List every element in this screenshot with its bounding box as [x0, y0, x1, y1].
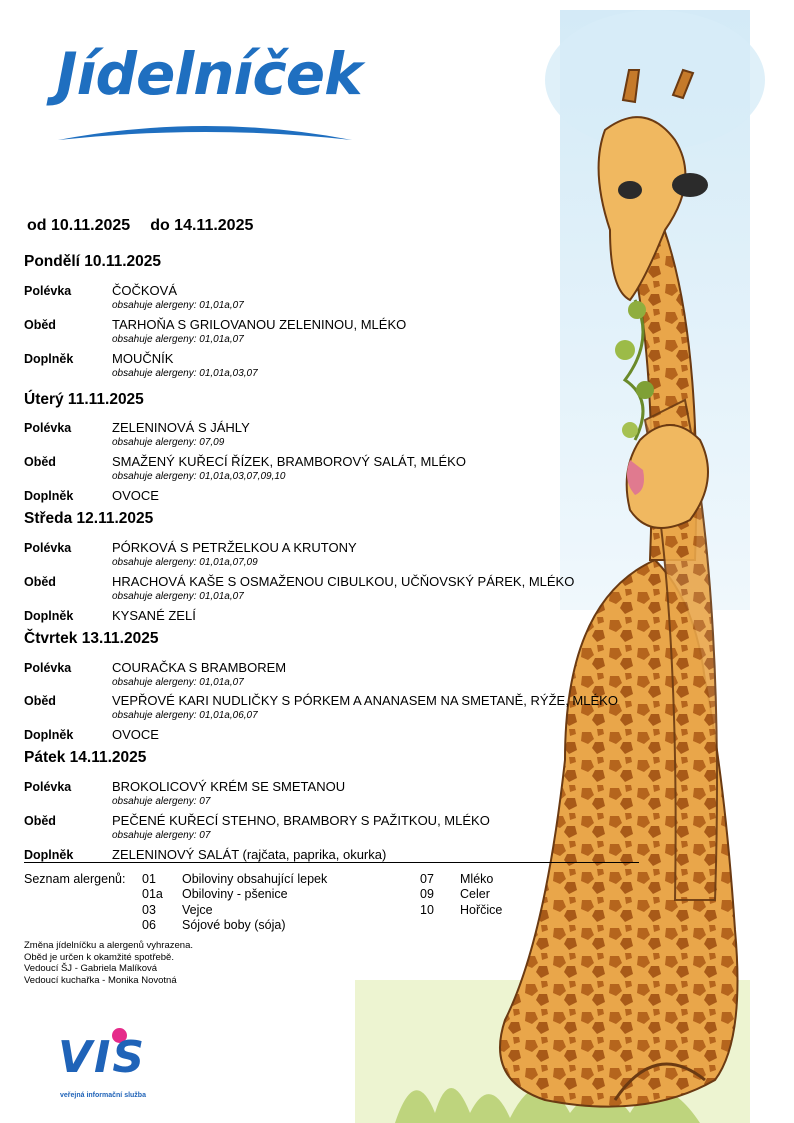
- meal-label: Doplněk: [24, 489, 74, 503]
- meal-label: Oběd: [24, 455, 56, 469]
- meal-allergens: obsahuje alergeny: 01,01a,06,07: [112, 710, 258, 721]
- allergen-item: [142, 918, 286, 932]
- meal-allergens: obsahuje alergeny: 01,01a,03,07,09,10: [112, 471, 286, 482]
- date-range: [27, 217, 253, 235]
- note-line: Změna jídelníčku a alergenů vyhrazena.: [24, 940, 193, 951]
- allergen-item: [420, 872, 493, 886]
- meal-label: Polévka: [24, 541, 72, 555]
- allergen-item: [142, 872, 327, 886]
- allergen-name: Obiloviny - pšenice: [182, 887, 288, 901]
- allergen-name: Hořčice: [460, 903, 503, 917]
- meal-row: [24, 657, 644, 691]
- allergen-name: Mléko: [460, 872, 494, 886]
- allergen-name: Vejce: [182, 903, 213, 917]
- day-heading-monday: Pondělí 10.11.2025: [24, 253, 162, 270]
- meal-label: Polévka: [24, 661, 72, 675]
- meal-label: Oběd: [24, 814, 56, 828]
- meal-row: [24, 810, 644, 844]
- meal-dish: ZELENINOVÁ S JÁHLY: [112, 420, 250, 435]
- allergen-item: [420, 903, 502, 917]
- allergen-item: [420, 887, 490, 901]
- meal-row: [24, 571, 644, 605]
- allergen-name: Obiloviny obsahující lepek: [182, 872, 328, 886]
- note-line: Vedoucí ŠJ - Gabriela Malíková: [24, 963, 158, 974]
- meal-dish: OVOCE: [112, 488, 159, 503]
- meal-label: Doplněk: [24, 848, 74, 862]
- allergen-code: 07: [420, 872, 434, 886]
- meal-label: Polévka: [24, 421, 72, 435]
- meal-label: Oběd: [24, 694, 56, 708]
- allergen-code: 10: [420, 903, 434, 917]
- meal-allergens: obsahuje alergeny: 07: [112, 830, 211, 841]
- meal-dish: HRACHOVÁ KAŠE S OSMAŽENOU CIBULKOU, UČŇOVSKÝ PÁREK, MLÉKO: [112, 574, 575, 589]
- meal-dish: COURAČKA S BRAMBOREM: [112, 660, 287, 675]
- meal-dish: MOUČNÍK: [112, 351, 174, 366]
- allergen-code: 01a: [142, 887, 163, 901]
- meal-row: [24, 417, 644, 451]
- meal-dish: PEČENÉ KUŘECÍ STEHNO, BRAMBORY S PAŽITKOU, MLÉKO: [112, 813, 490, 828]
- divider: [24, 862, 639, 863]
- allergen-code: 01: [142, 872, 156, 886]
- allergen-item: [142, 887, 288, 901]
- meal-allergens: obsahuje alergeny: 01,01a,07: [112, 334, 244, 345]
- meal-allergens: obsahuje alergeny: 07: [112, 796, 211, 807]
- vis-logo-subtitle: veřejná informační služba: [60, 1092, 146, 1099]
- meal-dish: BROKOLICOVÝ KRÉM SE SMETANOU: [112, 779, 346, 794]
- meal-label: Oběd: [24, 318, 56, 332]
- meal-allergens: obsahuje alergeny: 07,09: [112, 437, 225, 448]
- meal-dish: ČOČKOVÁ: [112, 283, 178, 298]
- meal-label: Doplněk: [24, 609, 74, 623]
- logo-title: Jídelníček: [56, 40, 362, 108]
- meal-allergens: obsahuje alergeny: 01,01a,07: [112, 591, 244, 602]
- allergen-code: 09: [420, 887, 434, 901]
- day-heading-thursday: Čtvrtek 13.11.2025: [24, 630, 159, 647]
- meal-label: Doplněk: [24, 728, 74, 742]
- meal-label: Doplněk: [24, 352, 74, 366]
- vis-logo-text: VIS: [58, 1032, 147, 1083]
- day-heading-tuesday: Úterý 11.11.2025: [24, 391, 144, 408]
- meal-dish: OVOCE: [112, 727, 159, 742]
- meal-allergens: obsahuje alergeny: 01,01a,07: [112, 677, 244, 688]
- meal-label: Polévka: [24, 780, 72, 794]
- logo-swoosh-icon: [56, 118, 356, 148]
- meal-dish: ZELENINOVÝ SALÁT (rajčata, paprika, okurka): [112, 847, 387, 862]
- meal-allergens: obsahuje alergeny: 01,01a,07,09: [112, 557, 258, 568]
- vis-logo: [56, 1028, 176, 1103]
- allergen-name: Celer: [460, 887, 490, 901]
- allergen-name: Sójové boby (sója): [182, 918, 286, 932]
- meal-allergens: obsahuje alergeny: 01,01a,03,07: [112, 368, 258, 379]
- note-line: Oběd je určen k okamžité spotřebě.: [24, 951, 174, 963]
- meal-label: Polévka: [24, 284, 72, 298]
- allergen-legend-title: Seznam alergenů:: [24, 872, 126, 886]
- allergen-item: [142, 903, 213, 917]
- footer-notes: [24, 940, 193, 986]
- allergen-code: 03: [142, 903, 156, 917]
- day-heading-friday: Pátek 14.11.2025: [24, 749, 147, 766]
- note-line: Vedoucí kuchařka - Monika Novotná: [24, 974, 177, 986]
- meal-row: [24, 537, 644, 571]
- meal-allergens: obsahuje alergeny: 01,01a,07: [112, 300, 244, 311]
- meal-dish: VEPŘOVÉ KARI NUDLIČKY S PÓRKEM A ANANASEM NA SMETANĚ, RÝŽE, MLÉKO: [112, 693, 618, 708]
- meal-row: [24, 776, 644, 810]
- date-to: do 14.11.2025: [150, 217, 254, 234]
- meal-row: [24, 280, 644, 314]
- meal-dish: KYSANÉ ZELÍ: [112, 608, 196, 623]
- meal-row: [24, 690, 644, 724]
- meal-dish: PÓRKOVÁ S PETRŽELKOU A KRUTONY: [112, 540, 357, 555]
- date-from: od 10.11.2025: [27, 217, 131, 234]
- meal-row: [24, 314, 644, 348]
- jidelnicek-logo: [56, 40, 366, 150]
- meal-row: [24, 348, 644, 382]
- meal-dish: TARHOŇA S GRILOVANOU ZELENINOU, MLÉKO: [112, 317, 407, 332]
- allergen-code: 06: [142, 918, 156, 932]
- meal-dish: SMAŽENÝ KUŘECÍ ŘÍZEK, BRAMBOROVÝ SALÁT, MLÉKO: [112, 454, 466, 469]
- meal-label: Oběd: [24, 575, 56, 589]
- day-heading-wednesday: Středa 12.11.2025: [24, 510, 154, 527]
- meal-row: [24, 451, 644, 485]
